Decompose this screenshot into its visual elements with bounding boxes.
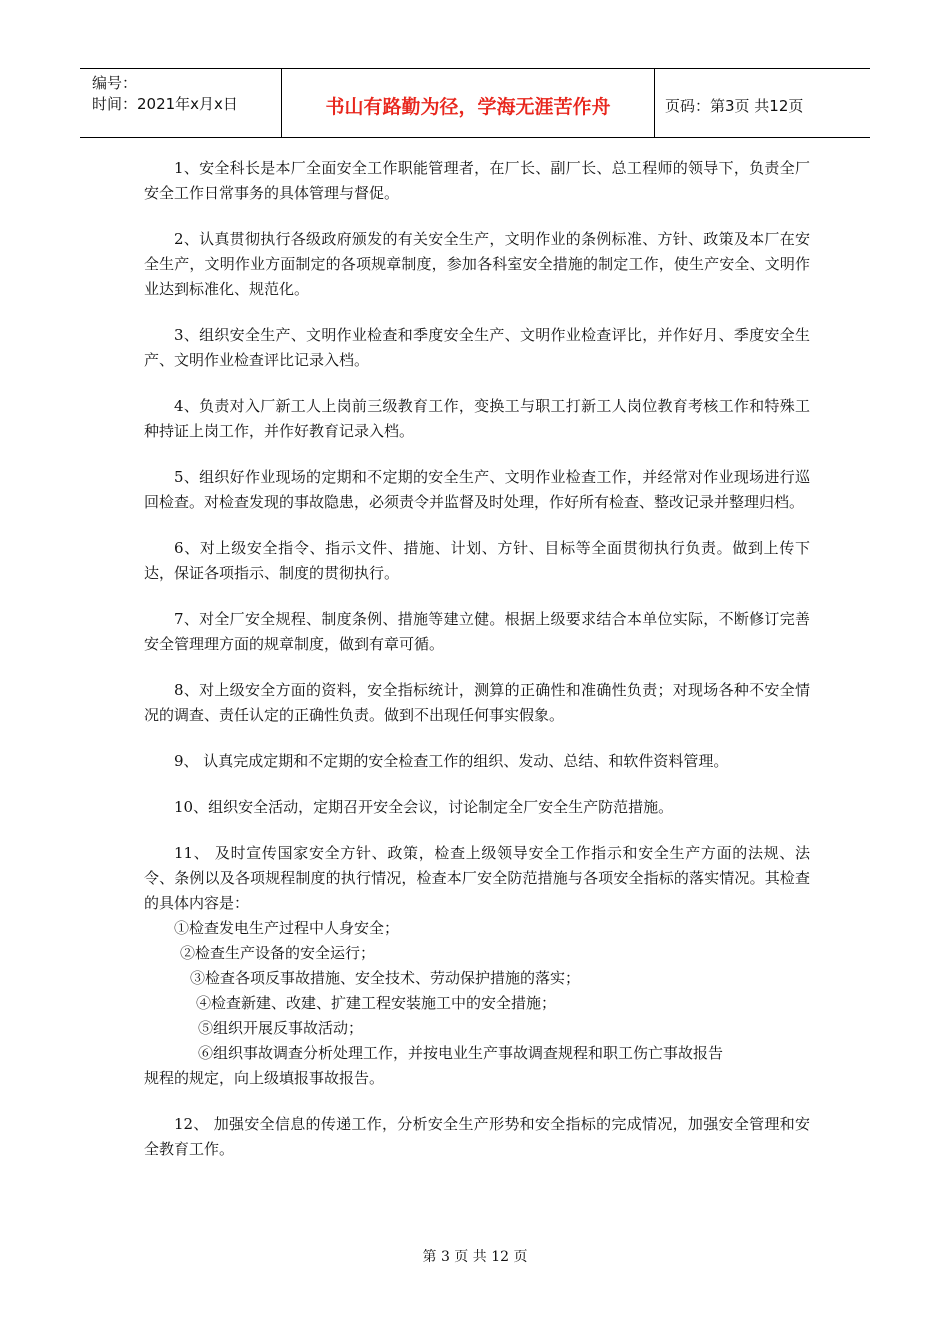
header-info (80, 69, 282, 137)
check-item-3: ③检查各项反事故措施、安全技术、劳动保护措施的落实； (190, 969, 581, 987)
paragraph-2: 2、认真贯彻执行各级政府颁发的有关安全生产，文明作业的条例标准、方针、政策及本厂在安全生产，文明作业方面制定的各项规章制度，参加各科室安全措施的制定工作，使生产安全、文明作业达到标准化、规范化。 (144, 230, 810, 298)
check-item-6: ⑥组织事故调查分析处理工作，并按电业生产事故调查规程和职工伤亡事故报告 (198, 1044, 724, 1062)
check-item-6-continuation: 规程的规定，向上级填报事故报告。 (144, 1069, 385, 1087)
paragraph-4: 4、负责对入厂新工人上岗前三级教育工作，变换工与职工打新工人岗位教育考核工作和特殊工种持证上岗工作，并作好教育记录入档。 (144, 397, 810, 440)
paragraph-8: 8、对上级安全方面的资料，安全指标统计，测算的正确性和准确性负责；对现场各种不安全情况的调查、责任认定的正确性负责。做到不出现任何事实假象。 (144, 681, 810, 724)
check-item-1: ①检查发电生产过程中人身安全； (174, 919, 400, 937)
paragraph-1: 1、安全科长是本厂全面安全工作职能管理者，在厂长、副厂长、总工程师的领导下，负责全厂安全工作日常事务的具体管理与督促。 (144, 159, 810, 202)
page-footer: 第 3 页 共 12 页 (422, 1249, 528, 1265)
paragraph-3: 3、组织安全生产、文明作业检查和季度安全生产、文明作业检查评比，并作好月、季度安全生产、文明作业检查评比记录入档。 (144, 326, 810, 369)
document-body (144, 156, 810, 1183)
paragraph-9: 9、 认真完成定期和不定期的安全检查工作的组织、发动、总结、和软件资料管理。 (174, 752, 729, 770)
document-date: 时间：2021年x月x日 (92, 95, 238, 113)
paragraph-5: 5、组织好作业现场的定期和不定期的安全生产、文明作业检查工作，并经常对作业现场进行巡回检查。对检查发现的事故隐患，必须责令并监督及时处理，作好所有检查、整改记录并整理归档。 (144, 468, 810, 511)
paragraph-12: 12、 加强安全信息的传递工作，分析安全生产形势和安全指标的完成情况，加强安全管理和安全教育工作。 (144, 1115, 810, 1158)
paragraph-10: 10、组织安全活动，定期召开安全会议，讨论制定全厂安全生产防范措施。 (174, 798, 674, 816)
check-item-4: ④检查新建、改建、扩建工程安装施工中的安全措施； (196, 994, 557, 1012)
paragraph-11: 11、 及时宣传国家安全方针、政策，检查上级领导安全工作指示和安全生产方面的法规、法令、条例以及各项规程制度的执行情况，检查本厂安全防范措施与各项安全指标的落实情况。其检查的具体内容是： (144, 844, 810, 912)
page-header (80, 68, 870, 138)
paragraph-6: 6、对上级安全指令、指示文件、措施、计划、方针、目标等全面贯彻执行负责。做到上传下达，保证各项指示、制度的贯彻执行。 (144, 539, 810, 582)
document-number: 编号： (92, 74, 138, 92)
paragraph-7: 7、对全厂安全规程、制度条例、措施等建立健。根据上级要求结合本单位实际，不断修订完善安全管理理方面的规章制度，做到有章可循。 (144, 610, 810, 653)
header-motto: 书山有路勤为径，学海无涯苦作舟 (282, 69, 655, 137)
check-item-2: ②检查生产设备的安全运行； (180, 944, 376, 962)
header-page-number: 页码：第3页 共12页 (665, 96, 804, 115)
check-item-5: ⑤组织开展反事故活动； (198, 1019, 364, 1037)
